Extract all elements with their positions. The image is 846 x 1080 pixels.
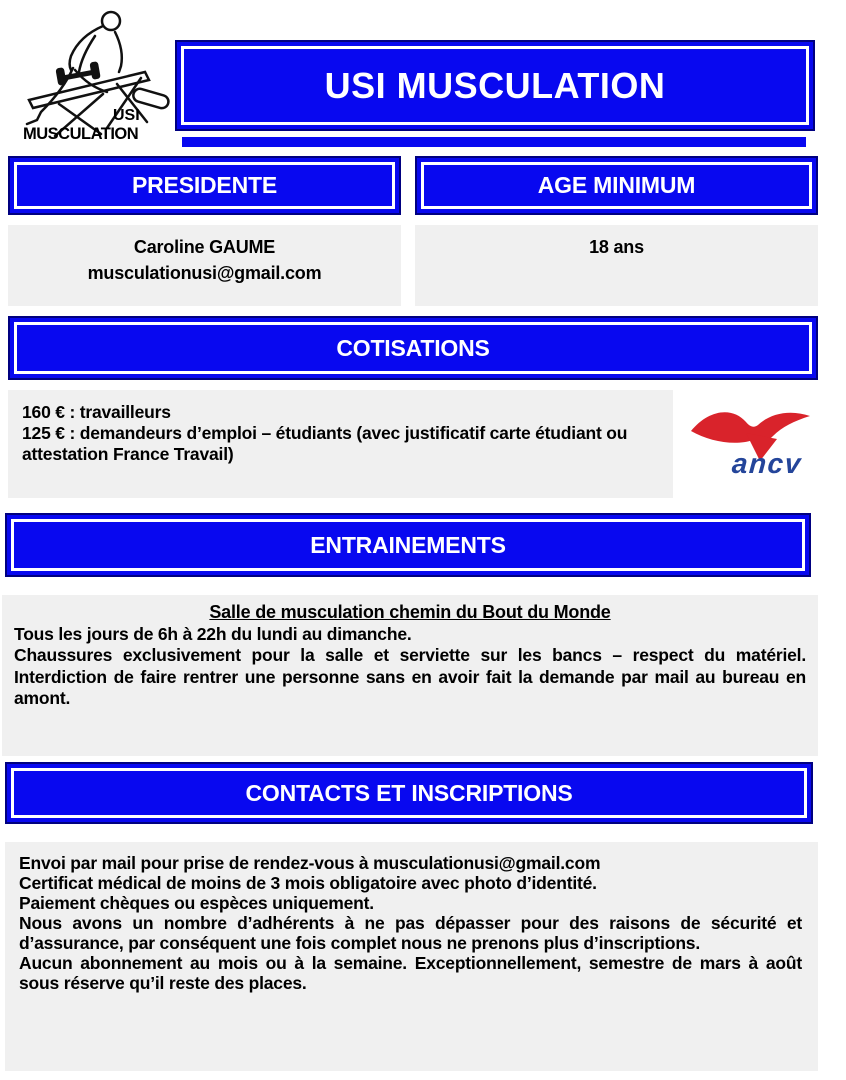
entrainements-subheading: Salle de musculation chemin du Bout du Monde <box>209 602 611 622</box>
presidente-box <box>8 225 401 306</box>
ancv-logo <box>688 404 818 486</box>
contacts-email-line: Envoi par mail pour prise de rendez-vous à musculationusi@gmail.com <box>19 853 601 873</box>
age-minimum-banner <box>415 156 818 215</box>
title-banner <box>175 40 815 131</box>
cotisations-price-students: 125 € : demandeurs d’emploi – étudiants (avec justificatif carte étudiant ou attestation France Travail) <box>22 423 628 464</box>
contacts-heading: CONTACTS ET INSCRIPTIONS <box>245 779 573 806</box>
contacts-subscription-paragraph: Aucun abonnement au mois ou à la semaine. Exceptionnellement, semestre de mars à août sous réserve qu’il reste des places. <box>19 953 802 993</box>
presidente-banner <box>8 156 401 215</box>
age-minimum-value: 18 ans <box>589 237 644 257</box>
presidente-heading: PRESIDENTE <box>132 172 277 198</box>
contacts-box <box>5 842 818 1071</box>
entrainements-hours: Tous les jours de 6h à 22h du lundi au dimanche. <box>14 623 412 644</box>
age-minimum-box <box>415 225 818 306</box>
entrainements-heading: ENTRAINEMENTS <box>310 531 506 558</box>
entrainements-banner <box>5 513 811 577</box>
cotisations-heading: COTISATIONS <box>336 334 490 361</box>
cotisations-price-workers: 160 € : travailleurs <box>22 402 171 422</box>
contacts-capacity-paragraph: Nous avons un nombre d’adhérents à ne pas dépasser pour des raisons de sécurité et d’assurance, par conséquent une fois complet nous ne prenons plus d’inscriptions. <box>19 913 802 953</box>
title-underline-bar <box>182 137 806 147</box>
contacts-banner <box>5 762 813 824</box>
age-minimum-heading: AGE MINIMUM <box>537 172 696 198</box>
contacts-payment-line: Paiement chèques ou espèces uniquement. <box>19 893 374 913</box>
club-logo-text-musculation: MUSCULATION <box>23 125 139 143</box>
club-logo-text-usi: USI <box>113 107 140 124</box>
presidente-email: musculationusi@gmail.com <box>87 263 322 283</box>
ancv-wordmark: ancv <box>730 448 803 479</box>
cotisations-banner <box>8 316 818 380</box>
club-logo <box>15 6 177 146</box>
cotisations-box <box>8 390 673 498</box>
entrainements-rules: Chaussures exclusivement pour la salle et serviette sur les bancs – respect du matériel. Interdiction de faire rentrer une personne sans en avoir fait la demande par mail au bureau en amont. <box>14 645 806 708</box>
entrainements-box <box>2 595 818 756</box>
contacts-certificate-line: Certificat médical de moins de 3 mois obligatoire avec photo d’identité. <box>19 873 597 893</box>
page-title: USI MUSCULATION <box>324 64 666 106</box>
presidente-name: Caroline GAUME <box>133 237 276 257</box>
